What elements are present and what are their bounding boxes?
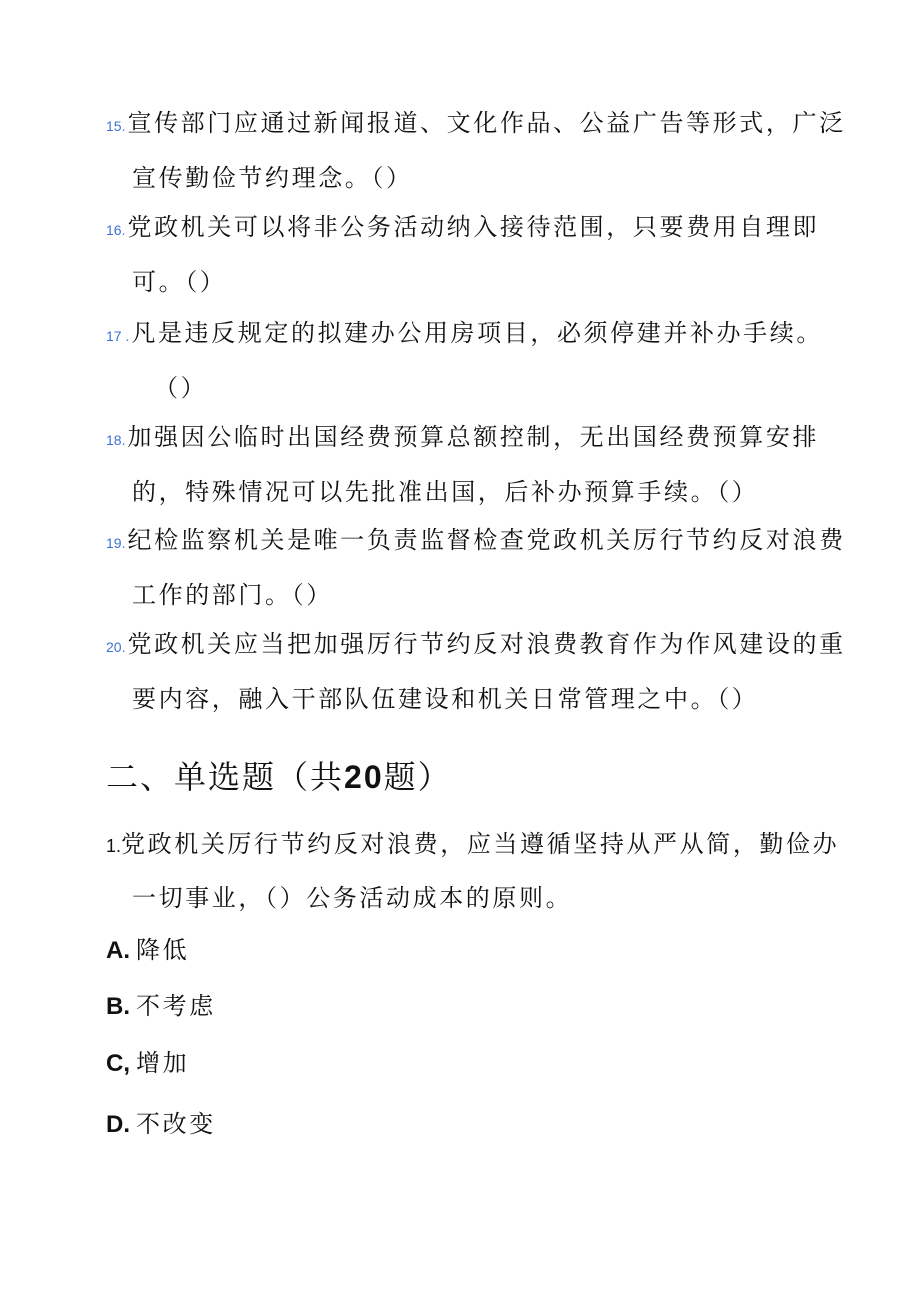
question-text: 党政机关可以将非公务活动纳入接待范围，只要费用自理即 [127, 213, 820, 241]
question-text: 宣传部门应通过新闻报道、文化作品、公益广告等形式，广泛 [127, 109, 846, 137]
question-line-2: 可。（） [132, 268, 227, 296]
question-line-1 [106, 97, 846, 152]
option-letter: A. [106, 937, 130, 964]
question-text: 党政机关厉行节约反对浪费，应当遵循坚持从严从简，勤俭办 [121, 830, 840, 858]
question-line-2: 工作的部门。（） [132, 581, 333, 609]
option-text: 降低 [136, 936, 190, 964]
question-number-separator: . [121, 535, 126, 551]
question-line-1 [106, 201, 820, 256]
question-number: 15 [106, 118, 122, 134]
option-letter: D. [106, 1111, 130, 1138]
option-text: 不考虑 [136, 992, 216, 1020]
question-number-separator: . [121, 328, 130, 344]
question-number-separator: . [121, 118, 126, 134]
option-text: 增加 [136, 1049, 190, 1077]
question-number: 16 [106, 222, 122, 238]
question-number: 18 [106, 432, 122, 448]
question-text: 凡是违反规定的拟建办公用房项目，必须停建并补办手续。 [131, 319, 823, 347]
question-line-2: 一切事业，（）公务活动成本的原则。 [132, 884, 573, 912]
option-c [106, 1043, 189, 1078]
option-d [106, 1104, 216, 1139]
question-17 [106, 307, 823, 414]
question-number: 17 [106, 328, 122, 344]
question-line-1 [106, 411, 820, 466]
question-number-separator: . [121, 639, 126, 655]
question-15 [106, 97, 846, 204]
section-heading [106, 752, 452, 798]
option-text: 不改变 [136, 1110, 216, 1138]
question-text: 加强因公临时出国经费预算总额控制，无出国经费预算安排 [127, 423, 820, 451]
section-heading-suffix: 题） [383, 758, 452, 796]
question-line-2: 的，特殊情况可以先批准出国，后补办预算手续。（） [132, 478, 759, 506]
question-number: 20 [106, 639, 122, 655]
question-number-separator: . [121, 222, 126, 238]
option-b [106, 986, 216, 1021]
option-a [106, 930, 189, 965]
question-text: 纪检监察机关是唯一负责监督检查党政机关厉行节约反对浪费 [127, 526, 846, 554]
question-text: 党政机关应当把加强厉行节约反对浪费教育作为作风建设的重 [127, 630, 846, 658]
question-line-1 [106, 818, 840, 872]
question-line-1 [106, 307, 823, 362]
question-number: 1. [106, 836, 122, 856]
question-line-1 [106, 618, 846, 673]
option-letter: C, [106, 1050, 130, 1077]
question-19 [106, 514, 846, 621]
question-line-1 [106, 514, 846, 569]
question-20 [106, 618, 846, 725]
question-line-2: （） [154, 374, 208, 402]
question-line-2: 宣传勤俭节约理念。（） [132, 164, 413, 192]
question-line-2: 要内容，融入干部队伍建设和机关日常管理之中。（） [132, 685, 759, 713]
section-heading-count: 20 [344, 759, 384, 795]
question-number: 19 [106, 535, 122, 551]
option-letter: B. [106, 993, 130, 1020]
question-number-separator: . [121, 432, 126, 448]
section-heading-prefix: 二、单选题（共 [106, 758, 345, 796]
question-18 [106, 411, 820, 518]
question-16 [106, 201, 820, 308]
mc-question-1 [106, 818, 840, 924]
